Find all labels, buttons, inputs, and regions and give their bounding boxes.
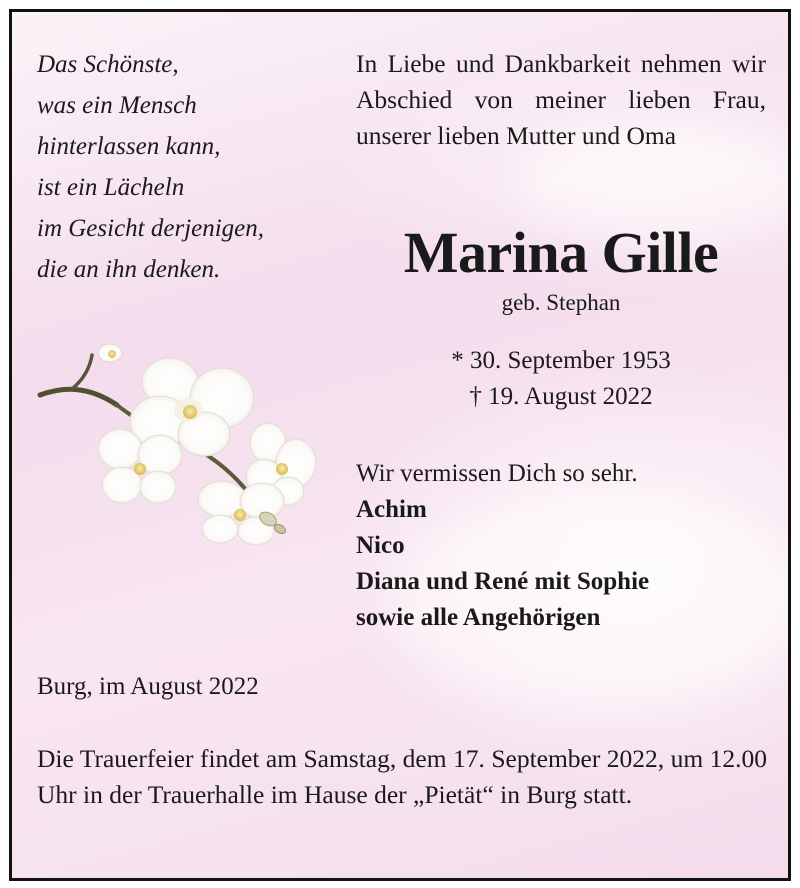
intro-text: In Liebe und Dankbarkeit nehmen wir Abschied von meiner lieben Frau, unserer lieben Mutter und Oma bbox=[356, 49, 766, 150]
verse-line: die an ihn denken. bbox=[37, 256, 221, 283]
verse-line: Das Schönste, bbox=[37, 51, 179, 78]
birth-date: * 30. September 1953 bbox=[451, 347, 671, 374]
mourner-name: Diana und René mit Sophie bbox=[356, 568, 650, 595]
life-dates bbox=[356, 343, 766, 415]
memorial-verse bbox=[37, 44, 264, 290]
birth-name: geb. Stephan bbox=[501, 290, 621, 315]
verse-line: ist ein Lächeln bbox=[37, 174, 185, 201]
obituary-notice bbox=[9, 9, 791, 881]
mourner-name: sowie alle Angehörigen bbox=[356, 604, 601, 631]
mourners-message: Wir vermissen Dich so sehr. bbox=[356, 460, 638, 487]
verse-line: im Gesicht derjenigen, bbox=[37, 215, 265, 242]
mourner-name: Nico bbox=[356, 532, 405, 559]
mourners-block bbox=[356, 456, 776, 636]
mourner-name: Achim bbox=[356, 496, 427, 523]
verse-line: was ein Mensch bbox=[37, 92, 197, 119]
death-date: † 19. August 2022 bbox=[469, 383, 653, 410]
funeral-service-text: Die Trauerfeier findet am Samstag, dem 17. September 2022, um 12.00 Uhr in der Trauerhalle im Hause der „Pietät“ in Burg statt. bbox=[37, 744, 767, 809]
deceased-name: Marina Gille bbox=[403, 220, 719, 285]
verse-line: hinterlassen kann, bbox=[37, 133, 221, 160]
white-orchid-branch-icon bbox=[32, 317, 322, 557]
place-date: Burg, im August 2022 bbox=[37, 673, 259, 700]
